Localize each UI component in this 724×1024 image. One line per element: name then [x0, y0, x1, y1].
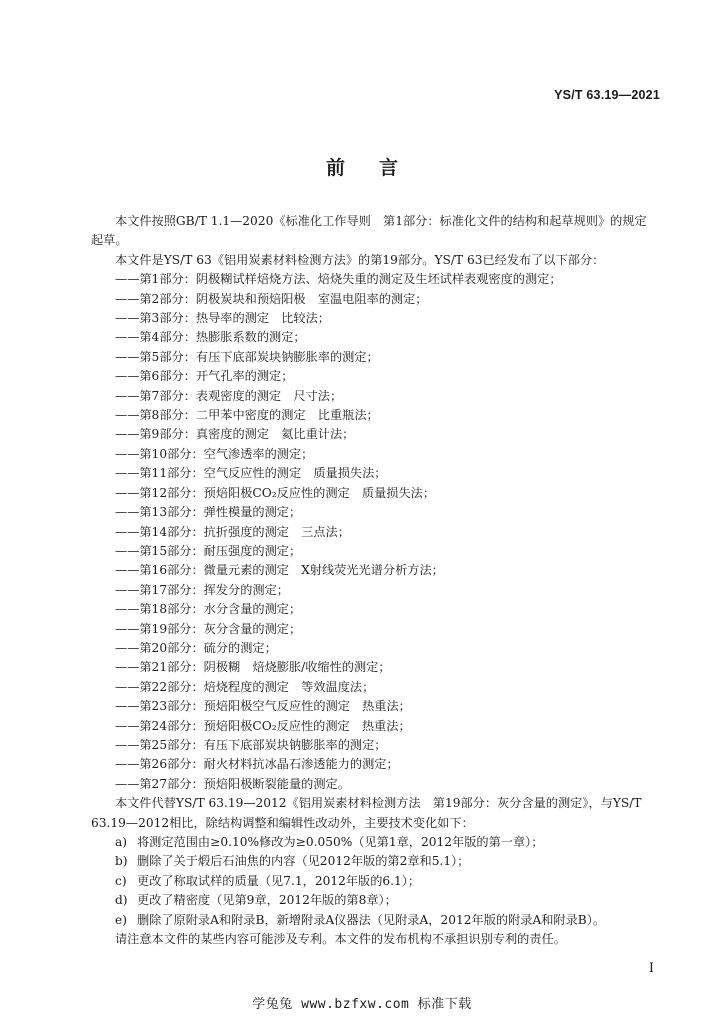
list-item: ——第12部分：预焙阳极CO₂反应性的测定 质量损失法； — [115, 485, 436, 500]
changes-list — [115, 833, 665, 930]
change-text: 将测定范围由≥0.10%修改为≥0.050%（见第1章，2012年版的第一章）； — [137, 835, 544, 849]
parts-list — [115, 270, 665, 794]
standard-number: YS/T 63.19—2021 — [554, 88, 660, 102]
list-item: ——第24部分：预焙阳极CO₂反应性的测定 热重法； — [115, 718, 411, 733]
list-item — [115, 911, 665, 930]
change-letter: a) — [115, 835, 128, 849]
intro-line-1-cont: 起草。 — [91, 233, 128, 248]
list-item: ——第23部分：预焙阳极空气反应性的测定 热重法； — [115, 699, 411, 714]
change-letter: b) — [115, 854, 128, 869]
replace-line-1: 本文件代替YS/T 63.19—2012《铝用炭素材料检测方法 第19部分：灰分含量的测定》，与YS/T — [115, 796, 642, 811]
list-item — [115, 833, 665, 852]
list-item: ——第15部分：耐压强度的测定； — [115, 543, 302, 558]
change-letter: c) — [115, 873, 127, 888]
list-item: ——第22部分：焙烧程度的测定 等效温度法； — [115, 679, 375, 694]
list-item — [115, 891, 665, 910]
list-item: ——第10部分：空气渗透率的测定； — [115, 446, 314, 461]
change-letter: e) — [115, 912, 127, 927]
change-text: 删除了原附录A和附录B，新增附录A仪器法（见附录A，2012年版的附录A和附录B）。 — [137, 912, 606, 927]
list-item: ——第20部分：硫分的测定； — [115, 640, 277, 655]
list-item: ——第8部分：二甲苯中密度的测定 比重瓶法； — [115, 408, 379, 423]
list-item: ——第4部分：热膨胀系数的测定； — [115, 330, 306, 345]
list-item: ——第9部分：真密度的测定 氦比重计法； — [115, 427, 355, 442]
list-item — [115, 872, 665, 891]
list-item: ——第7部分：表观密度的测定 尺寸法； — [115, 388, 343, 403]
list-item: ——第18部分：水分含量的测定； — [115, 602, 302, 617]
change-text: 更改了称取试样的质量（见7.1，2012年版的6.1）； — [137, 873, 421, 888]
change-text: 删除了关于煅后石油焦的内容（见2012年版的第2章和5.1）； — [137, 854, 470, 869]
page-number: I — [648, 961, 654, 976]
intro-line-1: 本文件按照GB/T 1.1—2020《标准化工作导则 第1部分：标准化文件的结构和起草规则》的规定 — [115, 214, 647, 228]
list-item: ——第1部分：阴极糊试样焙烧方法、焙烧失重的测定及生坯试样表观密度的测定； — [115, 272, 562, 287]
list-item: ——第16部分：微量元素的测定 X射线荧光光谱分析方法； — [115, 563, 444, 578]
list-item: ——第5部分：有压下底部炭块钠膨胀率的测定； — [115, 349, 379, 364]
page-title: 前言 — [325, 157, 432, 179]
preface-body — [91, 212, 665, 949]
list-item: ——第14部分：抗折强度的测定 三点法； — [115, 524, 350, 539]
list-item: ——第6部分：开气孔率的测定； — [115, 369, 294, 384]
list-item: ——第26部分：耐火材料抗冰晶石渗透能力的测定； — [115, 757, 399, 772]
change-letter: d) — [115, 893, 128, 908]
intro-line-2: 本文件是YS/T 63《铝用炭素材料检测方法》的第19部分。YS/T 63已经发布了以下部分： — [115, 252, 605, 267]
replace-line-2: 63.19—2012相比，除结构调整和编辑性改动外，主要技术变化如下： — [91, 815, 474, 830]
list-item: ——第13部分：弹性模量的测定； — [115, 505, 302, 520]
list-item: ——第21部分：阴极糊 焙烧膨胀/收缩性的测定； — [115, 660, 391, 675]
list-item: ——第3部分：热导率的测定 比较法； — [115, 311, 330, 326]
list-item: ——第19部分：灰分含量的测定； — [115, 621, 302, 636]
footer-watermark: 学兔兔 www.bzfxw.com 标准下载 — [252, 997, 472, 1012]
patent-notice: 请注意本文件的某些内容可能涉及专利。本文件的发布机构不承担识别专利的责任。 — [115, 932, 566, 947]
change-text: 更改了精密度（见第9章，2012年版的第8章）； — [137, 893, 397, 908]
list-item: ——第17部分：挥发分的测定； — [115, 582, 289, 597]
list-item: ——第25部分：有压下底部炭块钠膨胀率的测定； — [115, 737, 387, 752]
list-item: ——第27部分：预焙阳极断裂能量的测定。 — [115, 776, 350, 791]
list-item: ——第2部分：阴极炭块和预焙阳极 室温电阻率的测定； — [115, 291, 428, 306]
list-item — [115, 852, 665, 871]
list-item: ——第11部分：空气反应性的测定 质量损失法； — [115, 466, 387, 481]
